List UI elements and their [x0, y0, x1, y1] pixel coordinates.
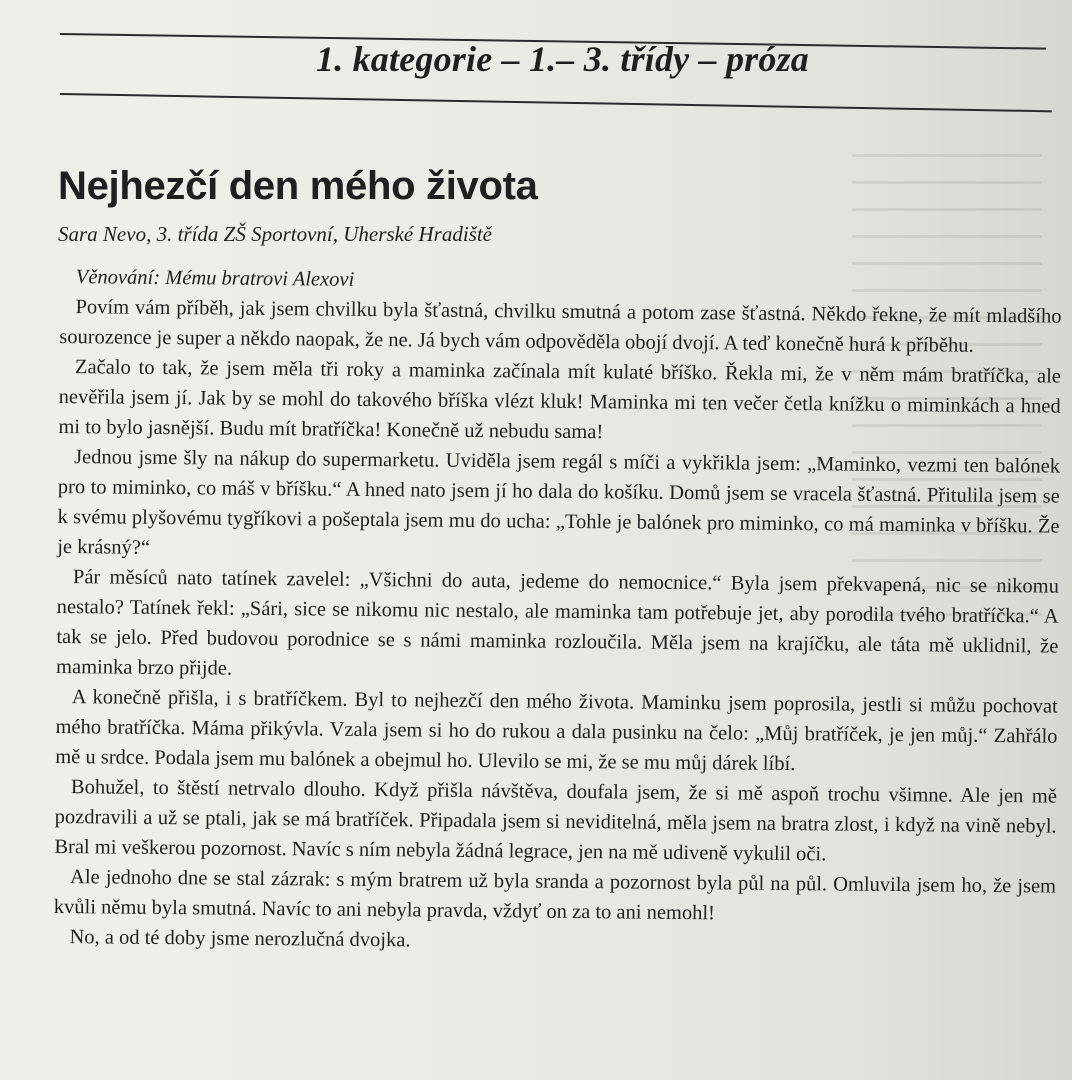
- paragraph: Ale jednoho dne se stal zázrak: s mým bratrem už byla sranda a pozornost byla půl na půl. Omluvila jsem ho, že jsem kvůli němu byla smutná. Navíc to ani nebyla pravda, vždyť on za to ani nemohl!: [53, 866, 1057, 925]
- story-author: Sara Nevo, 3. třída ZŠ Sportovní, Uherské Hradiště: [58, 222, 492, 246]
- paragraph: No, a od té doby jsme nerozlučná dvojka.: [69, 926, 411, 952]
- category-heading: 1. kategorie – 1.– 3. třídy – próza: [316, 39, 809, 79]
- paragraph: Pár měsíců nato tatínek zavelel: „Všichni do auta, jedeme do nemocnice.“ Byla jsem překvapená, nic se nikomu nestalo? Tatínek řekl: „Sári, sice se nikomu nic nestalo, ale maminka tam potřebuje jet, aby porodila tvého bratříčka.“ A tak se jelo. Před budovou porodnice se s námi maminka rozloučila. Měla jsem na krajíčku, ale táta mě uklidnil, že maminka brzo přijde.: [56, 566, 1060, 680]
- header-rule-bottom: [60, 93, 1052, 112]
- paragraph: Povím vám příběh, jak jsem chvilku byla šťastná, chvilku smutná a potom zase šťastná. Někdo řekne, že mít mladšího sourozence je super a někdo naopak, že ne. Já bych vám odpověděla obojí dvojí. A teď konečně hurá k příběhu.: [59, 296, 1062, 357]
- story-title: Nejhezčí den mého života: [58, 164, 538, 208]
- dedication: Věnování: Mému bratrovi Alexovi: [75, 266, 355, 291]
- paragraph: A konečně přišla, i s bratříčkem. Byl to nejhezčí den mého života. Maminku jsem poprosila, jestli si můžu pochovat mého bratříčka. Máma přikývla. Vzala jsem si ho do rukou a dala pusinku na čelo: „Můj bratříček, je jen můj.“ Zahřálo mě u srdce. Podala jsem mu balónek a obejmul ho. Ulevilo se mi, že se mu můj dárek líbí.: [55, 686, 1058, 776]
- story-body: [53, 262, 1062, 962]
- paragraph: Jednou jsme šly na nákup do supermarketu. Uviděla jsem regál s míči a vykřikla jsem: „Maminko, vezmi ten balónek pro to miminko, co máš v bříšku.“ A hned nato jsem jí ho dala do košíku. Domů jsem se vracela šťastná. Přitulila jsem se k svému plyšovému tygříkovi a pošeptala jsem mu do ucha: „Tohle je balónek pro miminko, co má maminka v bříšku. Že je krásný?“: [57, 446, 1061, 559]
- paragraph: Začalo to tak, že jsem měla tři roky a maminka začínala mít kulaté bříško. Řekla mi, že v něm mám bratříčka, ale nevěřila jsem jí. Jak by se mohl do takového bříška vlézt kluk! Maminka mi ten večer četla knížku o miminkách a hned mi to bylo jasnější. Budu mít bratříčka! Konečně už nebudu sama!: [58, 356, 1062, 444]
- paragraph: Bohužel, to štěstí netrvalo dlouho. Když přišla návštěva, doufala jsem, že si mě aspoň trochu všimne. Ale jen mě pozdravili a už se ptali, jak se má bratříček. Připadala jsem si neviditelná, měla jsem na bratra zlost, i když na vině nebyl. Bral mi veškerou pozornost. Navíc s ním nebyla žádná legrace, jen na mě udiveně vykulil oči.: [54, 776, 1058, 866]
